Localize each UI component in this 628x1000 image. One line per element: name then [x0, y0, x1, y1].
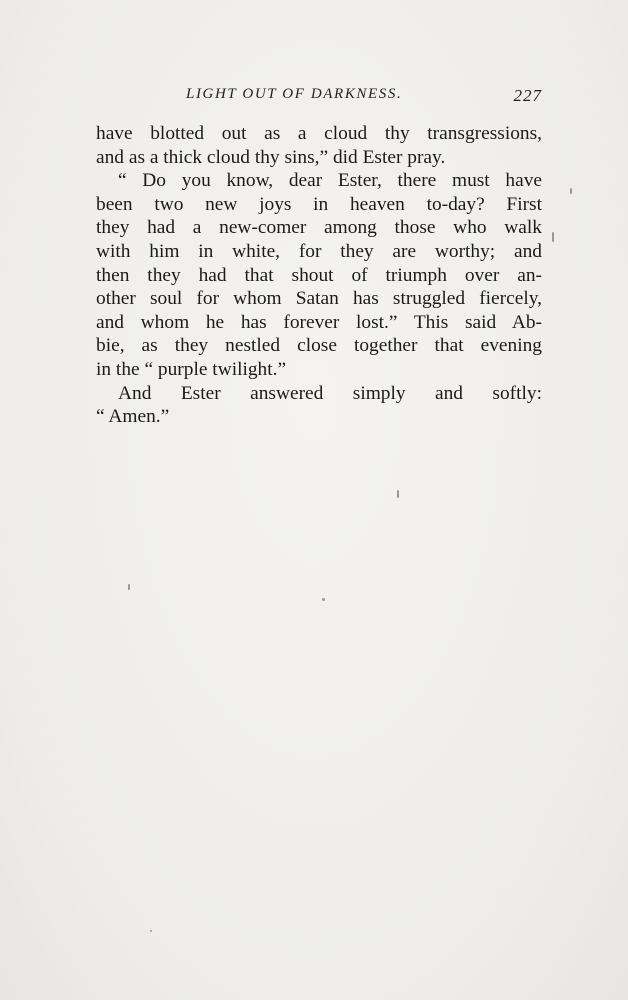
- paper-speck: [150, 930, 152, 932]
- page-number: 227: [513, 86, 542, 105]
- text-line: been two new joys in heaven to-day? First: [96, 193, 542, 215]
- text-line: have blotted out as a cloud thy transgressions,: [96, 123, 542, 144]
- text-line: then they had that shout of triumph over an-: [96, 264, 542, 286]
- text-line: in the “ purple twilight.”: [96, 358, 287, 380]
- text-line: they had a new-comer among those who walk: [96, 217, 542, 239]
- paper-speck: [552, 232, 554, 242]
- text-line: with him in white, for they are worthy; and: [96, 240, 542, 262]
- paper-speck: [570, 188, 572, 194]
- running-head-title: LIGHT OUT OF DARKNESS.: [186, 86, 403, 102]
- text-line: bie, as they nestled close together that evening: [96, 335, 542, 357]
- body-text: [96, 122, 542, 429]
- paper-speck: [397, 490, 399, 498]
- paper-speck: [128, 584, 130, 590]
- text-line: and as a thick cloud thy sins,” did Ester pray.: [96, 146, 446, 168]
- running-head: [94, 86, 542, 108]
- text-line: and whom he has forever lost.” This said Ab-: [96, 311, 542, 333]
- paper-speck: [322, 598, 325, 601]
- text-line: other soul for whom Satan has struggled fiercely,: [96, 288, 542, 310]
- text-line: “ Amen.”: [96, 406, 170, 428]
- text-line: And Ester answered simply and softly:: [118, 382, 542, 404]
- text-line: “ Do you know, dear Ester, there must have: [118, 170, 542, 192]
